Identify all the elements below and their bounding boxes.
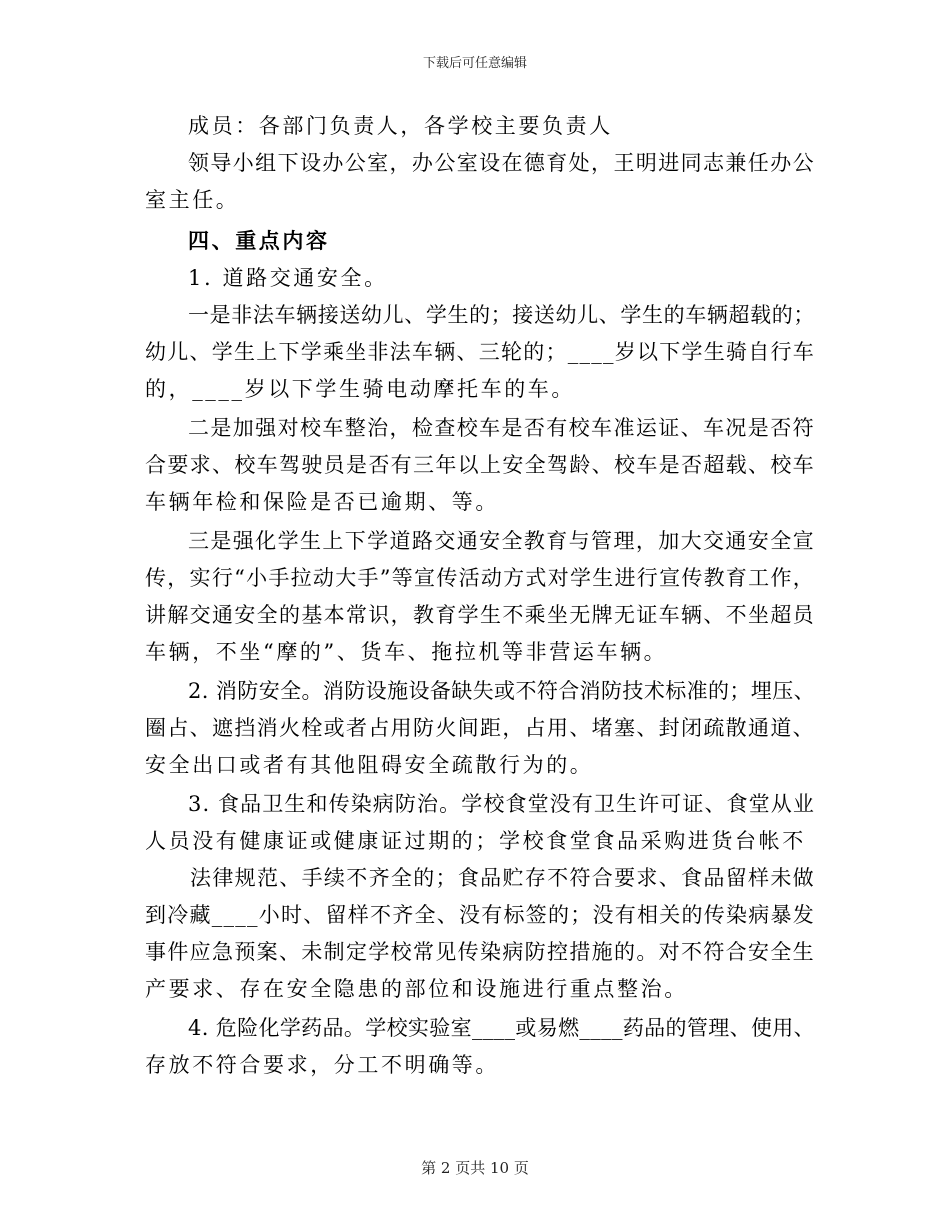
text-line: 三是强化学生上下学道路交通安全教育与管理，加大交通安全宣 (188, 529, 815, 553)
text-line: 成员：各部门负责人，各学校主要负责人 (188, 114, 613, 138)
text-line: 合要求、校车驾驶员是否有三年以上安全驾龄、校车是否超载、校车 (145, 453, 815, 477)
page-header: 下载后可任意编辑 (422, 56, 527, 71)
text-line: 2. 消防安全。消防设施设备缺失或不符合消防技术标准的；埋压、 (188, 679, 815, 703)
page-footer: 第 2 页共 10 页 (421, 1159, 529, 1177)
text-line: 领导小组下设办公室，办公室设在德育处，王明进同志兼任办公 (188, 151, 815, 175)
text-line: 车辆，不坐“摩的”、货车、拖拉机等非营运车辆。 (145, 640, 668, 664)
text-line: 4. 危险化学药品。学校实验室____或易燃____药品的管理、使用、 (188, 1016, 815, 1040)
text-line: 车辆年检和保险是否已逾期、等。 (145, 490, 499, 514)
text-line: 室主任。 (145, 188, 240, 212)
text-line: 安全出口或者有其他阻碍安全疏散行为的。 (145, 753, 594, 777)
section-heading: 四、重点内容 (188, 228, 330, 253)
text-line: 存放不符合要求，分工不明确等。 (145, 1053, 499, 1077)
text-line: 到冷藏____小时、留样不齐全、没有标签的；没有相关的传染病暴发 (145, 903, 815, 927)
text-line: 法律规范、手续不齐全的；食品贮存不符合要求、食品留样未做 (190, 866, 815, 890)
text-line: 3. 食品卫生和传染病防治。学校食堂没有卫生许可证、食堂从业 (188, 792, 815, 816)
text-line: 圈占、遮挡消火栓或者占用防火间距，占用、堵塞、封闭疏散通道、 (145, 716, 815, 740)
subsection-heading: 1. 道路交通安全。 (188, 266, 388, 290)
text-line: 人员没有健康证或健康证过期的；学校食堂食品采购进货台帐不 (145, 829, 806, 853)
text-line: 传，实行“小手拉动大手”等宣传活动方式对学生进行宣传教育工作， (145, 566, 815, 590)
text-line: 一是非法车辆接送幼儿、学生的；接送幼儿、学生的车辆超载的； (188, 303, 815, 327)
text-line: 幼儿、学生上下学乘坐非法车辆、三轮的；____岁以下学生骑自行车 (145, 340, 815, 364)
text-line: 二是加强对校车整治，检查校车是否有校车准运证、车况是否符 (188, 416, 815, 440)
text-line: 产要求、存在安全隐患的部位和设施进行重点整治。 (145, 977, 688, 1001)
text-line: 讲解交通安全的基本常识，教育学生不乘坐无牌无证车辆、不坐超员 (145, 603, 815, 627)
text-line: 的，____岁以下学生骑电动摩托车的车。 (145, 377, 575, 401)
text-line: 事件应急预案、未制定学校常见传染病防控措施的。对不符合安全生 (145, 940, 815, 964)
